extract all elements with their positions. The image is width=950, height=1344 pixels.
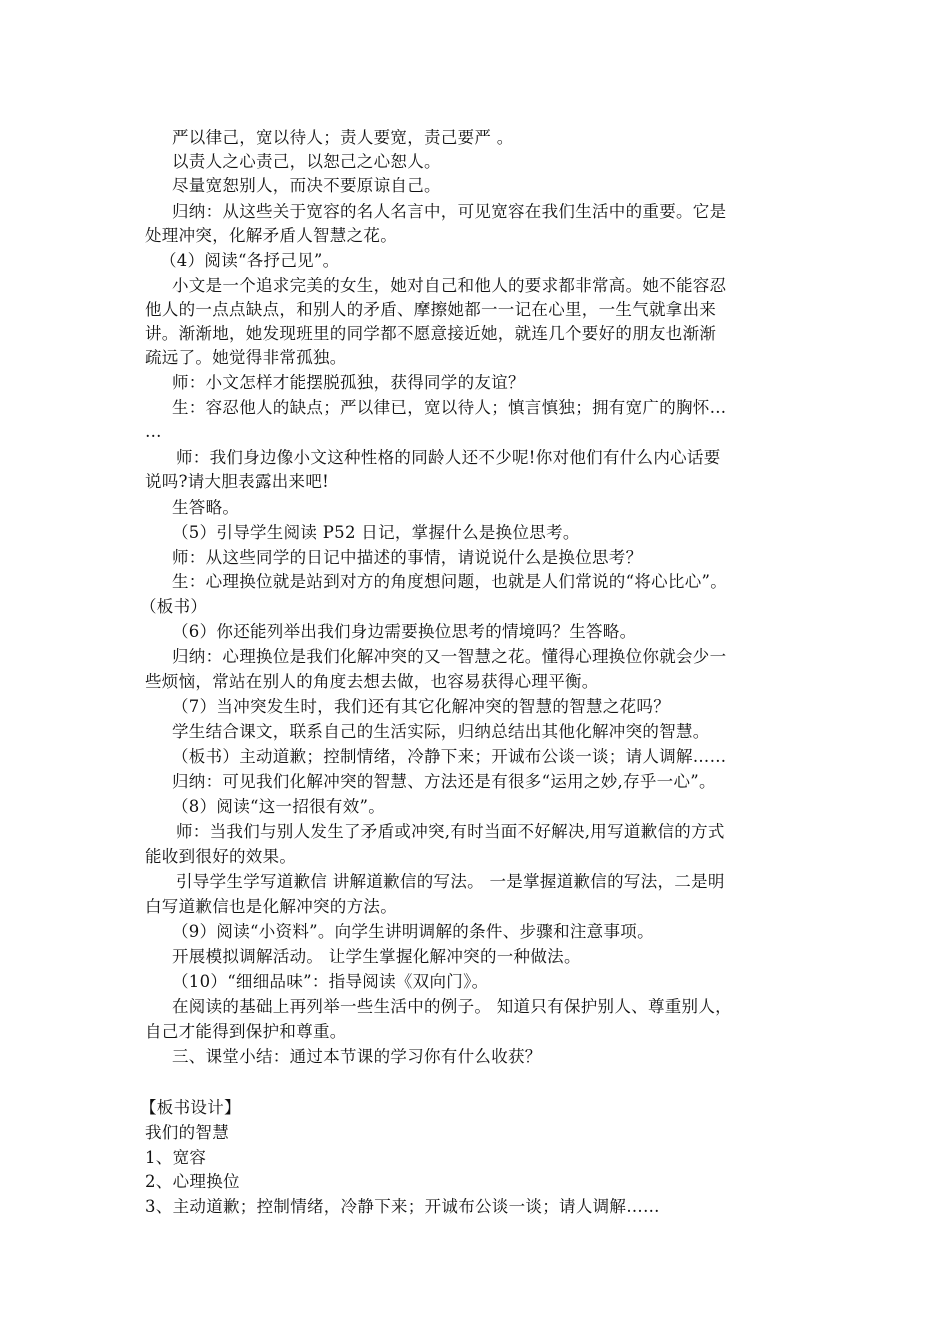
text-line: （6）你还能列举出我们身边需要换位思考的情境吗？生答略。 bbox=[172, 622, 637, 641]
text-line: 师：我们身边像小文这种性格的同龄人还不少呢!你对他们有什么内心话要 bbox=[176, 448, 721, 467]
text-line: （9）阅读“小资料”。向学生讲明调解的条件、步骤和注意事项。 bbox=[172, 922, 654, 941]
text-line: 讲。渐渐地，她发现班里的同学都不愿意接近她，就连几个要好的朋友也渐渐 bbox=[145, 324, 717, 343]
text-line: 能收到很好的效果。 bbox=[145, 847, 297, 866]
text-line: 师：小文怎样才能摆脱孤独，获得同学的友谊？ bbox=[172, 373, 525, 392]
text-line: （板书）主动道歉；控制情绪，冷静下来；开诚布公谈一谈；请人调解…… bbox=[172, 747, 727, 766]
text-line: 疏远了。她觉得非常孤独。 bbox=[145, 348, 347, 367]
list-item: 3、主动道歉；控制情绪，冷静下来；开诚布公谈一谈；请人调解…… bbox=[145, 1197, 660, 1216]
text-line: 生：容忍他人的缺点；严以律已，宽以待人；慎言慎独；拥有宽广的胸怀… bbox=[172, 398, 727, 417]
text-line: 师：从这些同学的日记中描述的事情，请说说什么是换位思考？ bbox=[172, 548, 643, 567]
text-line: 说吗?请大胆表露出来吧! bbox=[145, 472, 330, 491]
text-line: 尽量宽恕别人，而决不要原谅自己。 bbox=[172, 176, 441, 195]
text-line: 些烦恼，常站在别人的角度去想去做，也容易获得心理平衡。 bbox=[145, 672, 599, 691]
text-line: 我们的智慧 bbox=[145, 1123, 229, 1142]
text-line: 小文是一个追求完美的女生，她对自己和他人的要求都非常高。她不能容忍 bbox=[172, 276, 727, 295]
text-line: 学生结合课文，联系自己的生活实际，归纳总结出其他化解冲突的智慧。 bbox=[172, 722, 710, 741]
text-line: 归纳：可见我们化解冲突的智慧、方法还是有很多“运用之妙,存乎一心”。 bbox=[172, 772, 716, 791]
text-line: 严以律己，宽以待人；责人要宽，责己要严 。 bbox=[172, 128, 514, 147]
text-line: 引导学生学写道歉信 讲解道歉信的写法。 一是掌握道歉信的写法，二是明 bbox=[176, 872, 725, 891]
text-line: … bbox=[145, 422, 162, 441]
text-line: 白写道歉信也是化解冲突的方法。 bbox=[145, 897, 397, 916]
text-line: （板书） bbox=[140, 597, 208, 616]
text-line: 处理冲突，化解矛盾人智慧之花。 bbox=[145, 226, 397, 245]
text-line: （10）“细细品味”：指导阅读《双向门》。 bbox=[172, 972, 489, 991]
text-line: 归纳：从这些关于宽容的名人名言中，可见宽容在我们生活中的重要。它是 bbox=[172, 202, 727, 221]
text-line: （4）阅读“各抒己见”。 bbox=[160, 251, 340, 270]
text-line: 师：当我们与别人发生了矛盾或冲突,有时当面不好解决,用写道歉信的方式 bbox=[176, 822, 725, 841]
text-line: 自己才能得到保护和尊重。 bbox=[145, 1022, 347, 1041]
text-line: 生答略。 bbox=[172, 498, 240, 517]
text-line: 归纳：心理换位是我们化解冲突的又一智慧之花。懂得心理换位你就会少一 bbox=[172, 647, 727, 666]
text-line: （8）阅读“这一招很有效”。 bbox=[172, 797, 386, 816]
text-line: 他人的一点点缺点，和别人的矛盾、摩擦她都一一记在心里，一生气就拿出来 bbox=[145, 300, 717, 319]
text-line: 生：心理换位就是站到对方的角度想问题，也就是人们常说的“将心比心”。 bbox=[172, 572, 728, 591]
list-item: 1、宽容 bbox=[145, 1148, 207, 1167]
text-line: （7）当冲突发生时，我们还有其它化解冲突的智慧的智慧之花吗？ bbox=[172, 697, 670, 716]
text-line: 在阅读的基础上再列举一些生活中的例子。 知道只有保护别人、尊重别人， bbox=[172, 997, 732, 1016]
text-line: 三、课堂小结：通过本节课的学习你有什么收获？ bbox=[172, 1047, 542, 1066]
text-line: 以责人之心责己，以恕己之心恕人。 bbox=[172, 152, 441, 171]
list-item: 2、心理换位 bbox=[145, 1172, 240, 1191]
text-line: 开展模拟调解活动。 让学生掌握化解冲突的一种做法。 bbox=[172, 947, 581, 966]
section-heading: 【板书设计】 bbox=[140, 1098, 241, 1117]
text-line: （5）引导学生阅读 P52 日记，掌握什么是换位思考。 bbox=[172, 523, 580, 542]
